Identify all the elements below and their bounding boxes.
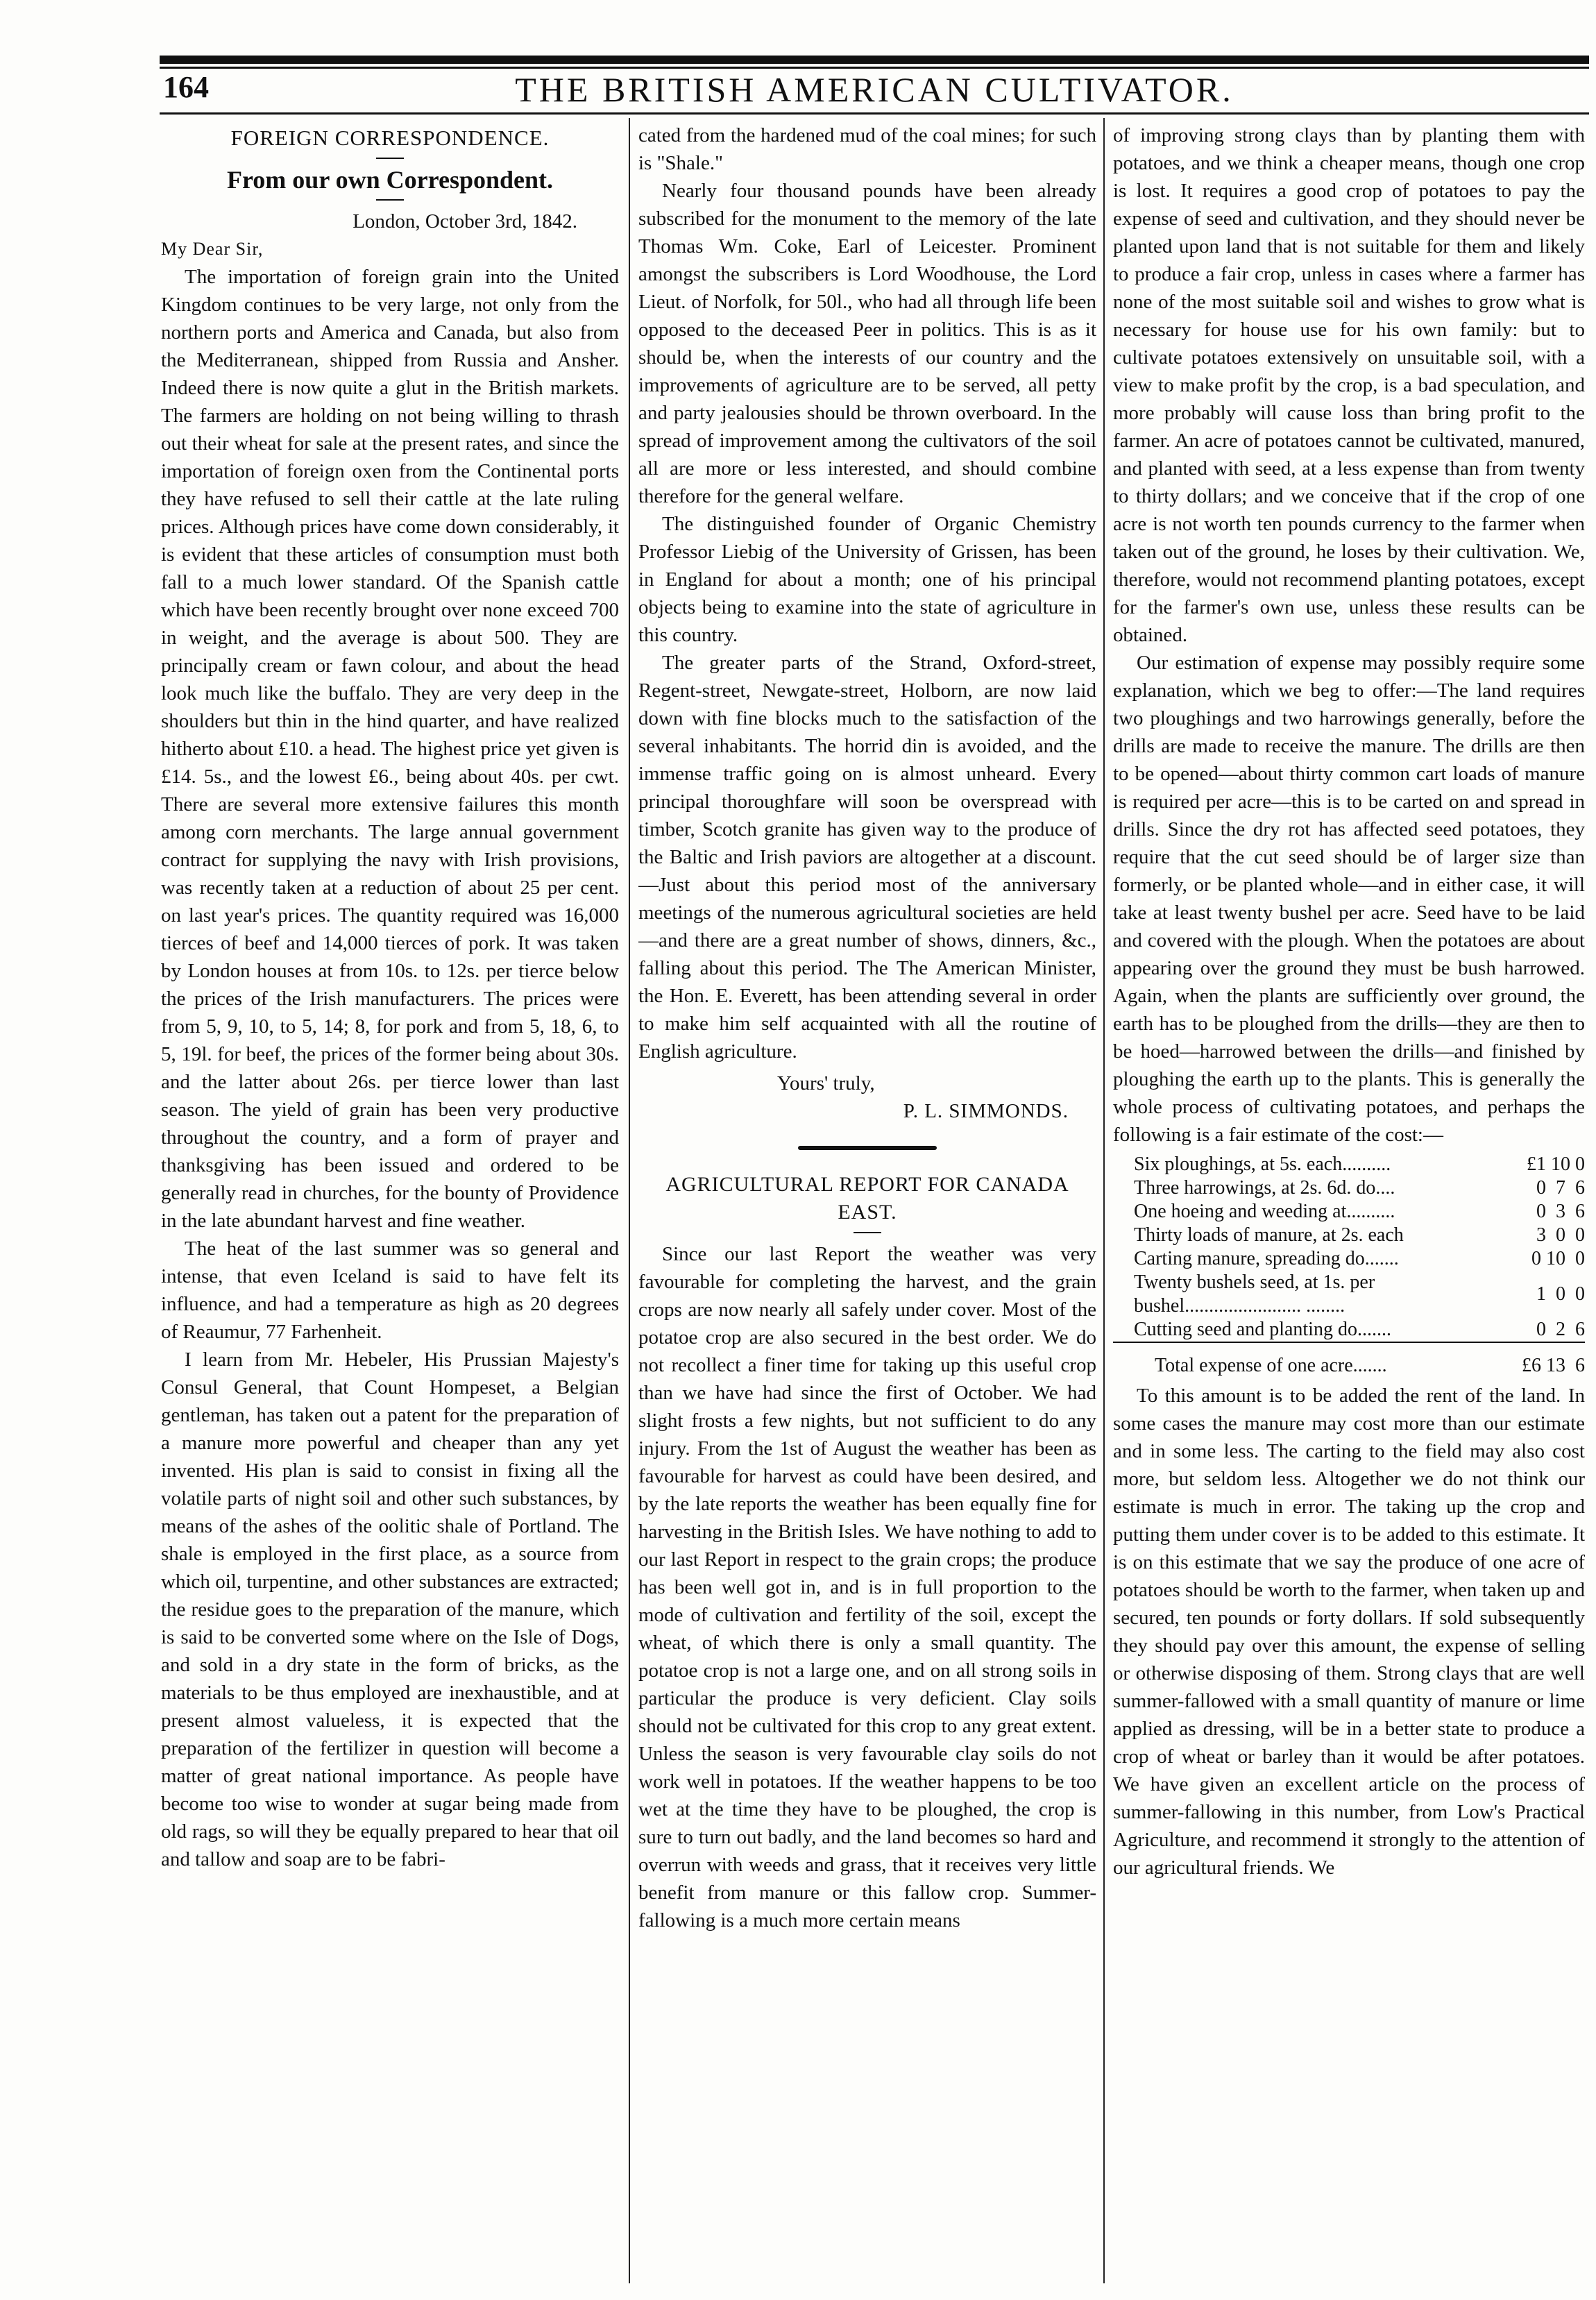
cost-item: One hoeing and weeding at.......... bbox=[1134, 1201, 1395, 1222]
cost-row bbox=[1113, 1153, 1585, 1176]
page-number: 164 bbox=[163, 70, 209, 104]
cost-amount: 0 10 0 bbox=[1531, 1248, 1585, 1269]
cost-table bbox=[1113, 1153, 1585, 1378]
cost-item: Thirty loads of manure, at 2s. each bbox=[1134, 1224, 1404, 1246]
page-header bbox=[163, 69, 1586, 111]
signature: P. L. SIMMONDS. bbox=[903, 1100, 1069, 1122]
cost-amount: 0 3 6 bbox=[1536, 1201, 1585, 1222]
cost-item: Twenty bushels seed, at 1s. per bushel........................ ........ bbox=[1134, 1271, 1375, 1317]
article-paragraph: of improving strong clays than by planting them with potatoes, and we think a cheaper means, though one crop is lost. It requires a good crop of potatoes to pay the expense of seed and cultivation, and they should never be planted upon land that is not suitable for them and likely to produce a fair crop, unless in cases where a farmer has none of the most suitable soil and wishes to grow what is necessary for house use for his own family: but to cultivate potatoes extensively on unsuitable soil, with a view to make profit by the crop, is a bad speculation, and more probably will cause loss than bring profit to the farmer. An acre of potatoes cannot be cultivated, manured, and planted with seed, at a less expense than from twenty to thirty dollars; and we conceive that if the crop of one acre is not worth ten pounds currency to the farmer when taken out of the ground, he loses by their cultivation. We, therefore, would not recommend planting potatoes, except for the farmer's own use, unless these results can be obtained. bbox=[1113, 124, 1585, 646]
cost-row bbox=[1113, 1271, 1585, 1318]
header-rule-thick bbox=[160, 56, 1589, 64]
article-paragraph: cated from the hardened mud of the coal mines; for such is "Shale." bbox=[638, 124, 1096, 174]
article-paragraph: To this amount is to be added the rent of the land. In some cases the manure may cost more than our estimate and in some less. The carting to the field may also cost more, but seldom less. Altogether we do not think our estimate is much in error. The taking up the crop and putting them under cover is to be added to this estimate. It is on this estimate that we say the produce of one acre of potatoes should be worth to the farmer, when taken up and secured, ten pounds or forty dollars. If sold subsequently they should pay over this amount, the expense of selling or otherwise disposing of them. Strong clays that are well summer-fallowed with a small quantity of manure or lime applied as dressing, will be in a better state to produce a crop of wheat or barley than it would be after potatoes. We have given an excellent article on the process of summer-fallowing in this number, from Low's Practical Agriculture, and recommend it strongly to the attention of our agricultural friends. We bbox=[1113, 1385, 1585, 1879]
column-2 bbox=[638, 121, 1096, 2280]
cost-total-row bbox=[1113, 1342, 1585, 1378]
cost-item: Carting manure, spreading do....... bbox=[1134, 1248, 1399, 1269]
column-1 bbox=[161, 121, 619, 2280]
cost-amount: 3 0 0 bbox=[1536, 1224, 1585, 1246]
article-paragraph: Nearly four thousand pounds have been already subscribed for the monument to the memory of the late Thomas Wm. Coke, Earl of Leicester. Prominent amongst the subscribers is Lord Woodhouse, the Lord Lieut. of Norfolk, for 50l., who had all through life been opposed to the deceased Peer in politics. This is as it should be, when the interests of our country and the improvements of agriculture are to be served, all petty and party jealousies should be thrown overboard. In the spread of improvement among the cultivators of the soil all are more or less interested, and should combine therefore for the general welfare. bbox=[638, 180, 1096, 507]
ornamental-rule bbox=[798, 1146, 937, 1150]
cost-item: Cutting seed and planting do....... bbox=[1134, 1319, 1391, 1340]
cost-row bbox=[1113, 1247, 1585, 1271]
article-paragraph: I learn from Mr. Hebeler, His Prussian Majesty's Consul General, that Count Hompeset, a Belgian gentleman, has taken out a patent for the preparation of a manure more powerful and cheaper than any yet invented. His plan is said to consist in fixing all the volatile parts of night soil and other such substances, by means of the ashes of the oolitic shale of Portland. The shale is employed in the first place, as a source from which oil, turpentine, and other substances are extracted; the residue goes to the preparation of the manure, which is said to be converted some where on the Isle of Dogs, and sold in a dry state in the form of bricks, as the materials to be thus employed are inexhaustible, and at present almost valueless, it is expected that the preparation of the fertilizer in question will become a matter of great national importance. As people have become too wise to wonder at sugar being made from old rags, so will they be equally prepared to hear that oil and tallow and soap are to be fabri- bbox=[161, 1348, 619, 1870]
article-paragraph: Since our last Report the weather was very favourable for completing the harvest, and the grain crops are now nearly all safely under cover. Most of the potatoe crop are also secured in the best order. We do not recollect a finer time for taking up this useful crop than we have had since the first of October. We had slight frosts a few nights, but not sufficient to do any injury. From the 1st of August the weather has been as favourable for harvest as could have been desired, and by the late reports the weather has been equally fine for harvesting in the British Isles. We have nothing to add to our last Report in respect to the grain crops; the produce has been well got in, and is in full proportion to the mode of cultivation and fertility of the soil, except the wheat, of which there is only a small quantity. The potatoe crop is not a large one, and on all strong soils in particular the produce is very deficient. Clay soils should not be cultivated for this crop to any great extent. Unless the season is very favourable clay soils do not work well in potatoes. If the weather happens to be too wet at the time they have to be ploughed, the crop is sure to turn out badly, and the land becomes so hard and overrun with weeds and grass, that it receives very little benefit from manure or this fallow crop. Summer-fallowing is a much more certain means bbox=[638, 1243, 1096, 1931]
report-title: AGRICULTURAL REPORT FOR CANADA EAST. bbox=[665, 1173, 1069, 1224]
cost-row bbox=[1113, 1176, 1585, 1200]
dash-divider bbox=[376, 199, 404, 201]
dateline: London, October 3rd, 1842. bbox=[353, 210, 577, 232]
cost-total-amount: £6 13 6 bbox=[1495, 1342, 1585, 1378]
column-divider bbox=[629, 118, 630, 2283]
cost-amount: 0 7 6 bbox=[1536, 1177, 1585, 1199]
section-heading: FOREIGN CORRESPONDENCE. bbox=[230, 126, 550, 150]
cost-amount: 1 0 0 bbox=[1536, 1283, 1585, 1305]
article-paragraph: The heat of the last summer was so general and intense, that even Iceland is said to have felt its influence, and had a temperature as high as 20 degrees of Reaumur, 77 Farhenheit. bbox=[161, 1237, 619, 1343]
cost-item: Six ploughings, at 5s. each.......... bbox=[1134, 1153, 1391, 1175]
cost-row bbox=[1113, 1318, 1585, 1342]
cost-row bbox=[1113, 1224, 1585, 1247]
column-3 bbox=[1113, 121, 1585, 2280]
column-divider bbox=[1103, 118, 1105, 2283]
article-paragraph: The greater parts of the Strand, Oxford-street, Regent-street, Newgate-street, Holborn, are now laid down with fine blocks much to the satisfaction of the several inhabitants. The horrid din is avoided, and the immense traffic going on is almost unheard. Every principal thoroughfare will soon be overspread with timber, Scotch granite has given way to the produce of the Baltic and Irish paviors are altogether at a discount.—Just about this period most of the anniversary meetings of the numerous agricultural societies are held—and there are a great number of shows, dinners, &c., falling about this period. The The American Minister, the Hon. E. Everett, has been attending several in order to make him self acquainted with all the routine of English agriculture. bbox=[638, 652, 1096, 1063]
cost-total-label: Total expense of one acre....... bbox=[1113, 1342, 1495, 1378]
dash-divider bbox=[376, 158, 404, 159]
cost-row bbox=[1113, 1200, 1585, 1224]
article-paragraph: The distinguished founder of Organic Chemistry Professor Liebig of the University of Grissen, has been in England for about a month; one of his principal objects being to examine into the state of agriculture in this country. bbox=[638, 513, 1096, 646]
cost-item: Three harrowings, at 2s. 6d. do.... bbox=[1134, 1177, 1395, 1199]
header-rule-under bbox=[160, 112, 1589, 115]
dash-divider bbox=[854, 1232, 881, 1233]
header-rule-thin bbox=[160, 67, 1589, 69]
cost-amount: 0 2 6 bbox=[1536, 1319, 1585, 1340]
article-paragraph: The importation of foreign grain into the United Kingdom continues to be very large, not only from the northern ports and America and Canada, but also from the Mediterranean, shipped from Russia and Ansher. Indeed there is now quite a glut in the British markets. The farmers are holding on not being willing to thrash out their wheat for sale at the present rates, and since the importation of foreign oxen from the Continental ports they have refused to sell their cattle at the late ruling prices. Although prices have come down considerably, it is evident that these articles of consumption must both fall to a much lower standard. Of the Spanish cattle which have been recently brought over none exceed 700 in weight, and the average is about 500. They are principally cream or fawn colour, and about the head look much like the buffalo. They are very deep in the shoulders but thin in the hind quarter, and have realized hitherto about £10. a head. The highest price yet given is £14. 5s., and the lowest £6., being about 40s. per cwt. There are several more extensive failures this month among corn merchants. The large annual government contract for supplying the navy with Irish provisions, was recently taken at a reduction of about 25 per cent. on last year's prices. The quantity required was 16,000 tierces of beef and 14,000 tierces of pork. It was taken by London houses at from 10s. to 12s. per tierce below the prices of the Irish manufacturers. The prices were from 5, 9, 10, to 5, 14; 8, for pork and from 5, 18, 6, to 5, 19l. for beef, the prices of the former being about 30s. and the latter about 26s. per tierce lower than last season. The yield of grain has been very productive throughout the country, and a form of prayer and thanksgiving has been issued and ordered to be generally read in churches, for the bounty of Providence in the late abundant harvest and fine weather. bbox=[161, 266, 619, 1232]
correspondent-heading: From our own Correspondent. bbox=[226, 166, 554, 194]
salutation: My Dear Sir, bbox=[161, 239, 264, 259]
cost-amount: £1 10 0 bbox=[1527, 1153, 1585, 1175]
journal-title: THE BRITISH AMERICAN CULTIVATOR. bbox=[515, 70, 1234, 109]
article-paragraph: Our estimation of expense may possibly require some explanation, which we beg to offer:—The land requires two ploughings and two harrowings generally, before the drills are made to receive the manure. The drills are then to be opened—about thirty common cart loads of manure is required per acre—this is to be carted on and spread in drills. Since the dry rot has affected seed potatoes, they require that the cut seed should be of larger size than formerly, or be planted whole—and in either case, it will take at least twenty bushel per acre. Seed have to be laid and covered with the plough. When the potatoes are about appearing over the ground they must be bush harrowed. Again, when the plants are sufficiently over ground, the earth has to be ploughed from the drills—they are then to be hoed—harrowed between the drills—and finished by ploughing the earth up to the plants. This is generally the whole process of cultivating potatoes, and perhaps the following is a fair estimate of the cost:— bbox=[1113, 652, 1585, 1146]
signoff: Yours' truly, bbox=[777, 1072, 875, 1094]
